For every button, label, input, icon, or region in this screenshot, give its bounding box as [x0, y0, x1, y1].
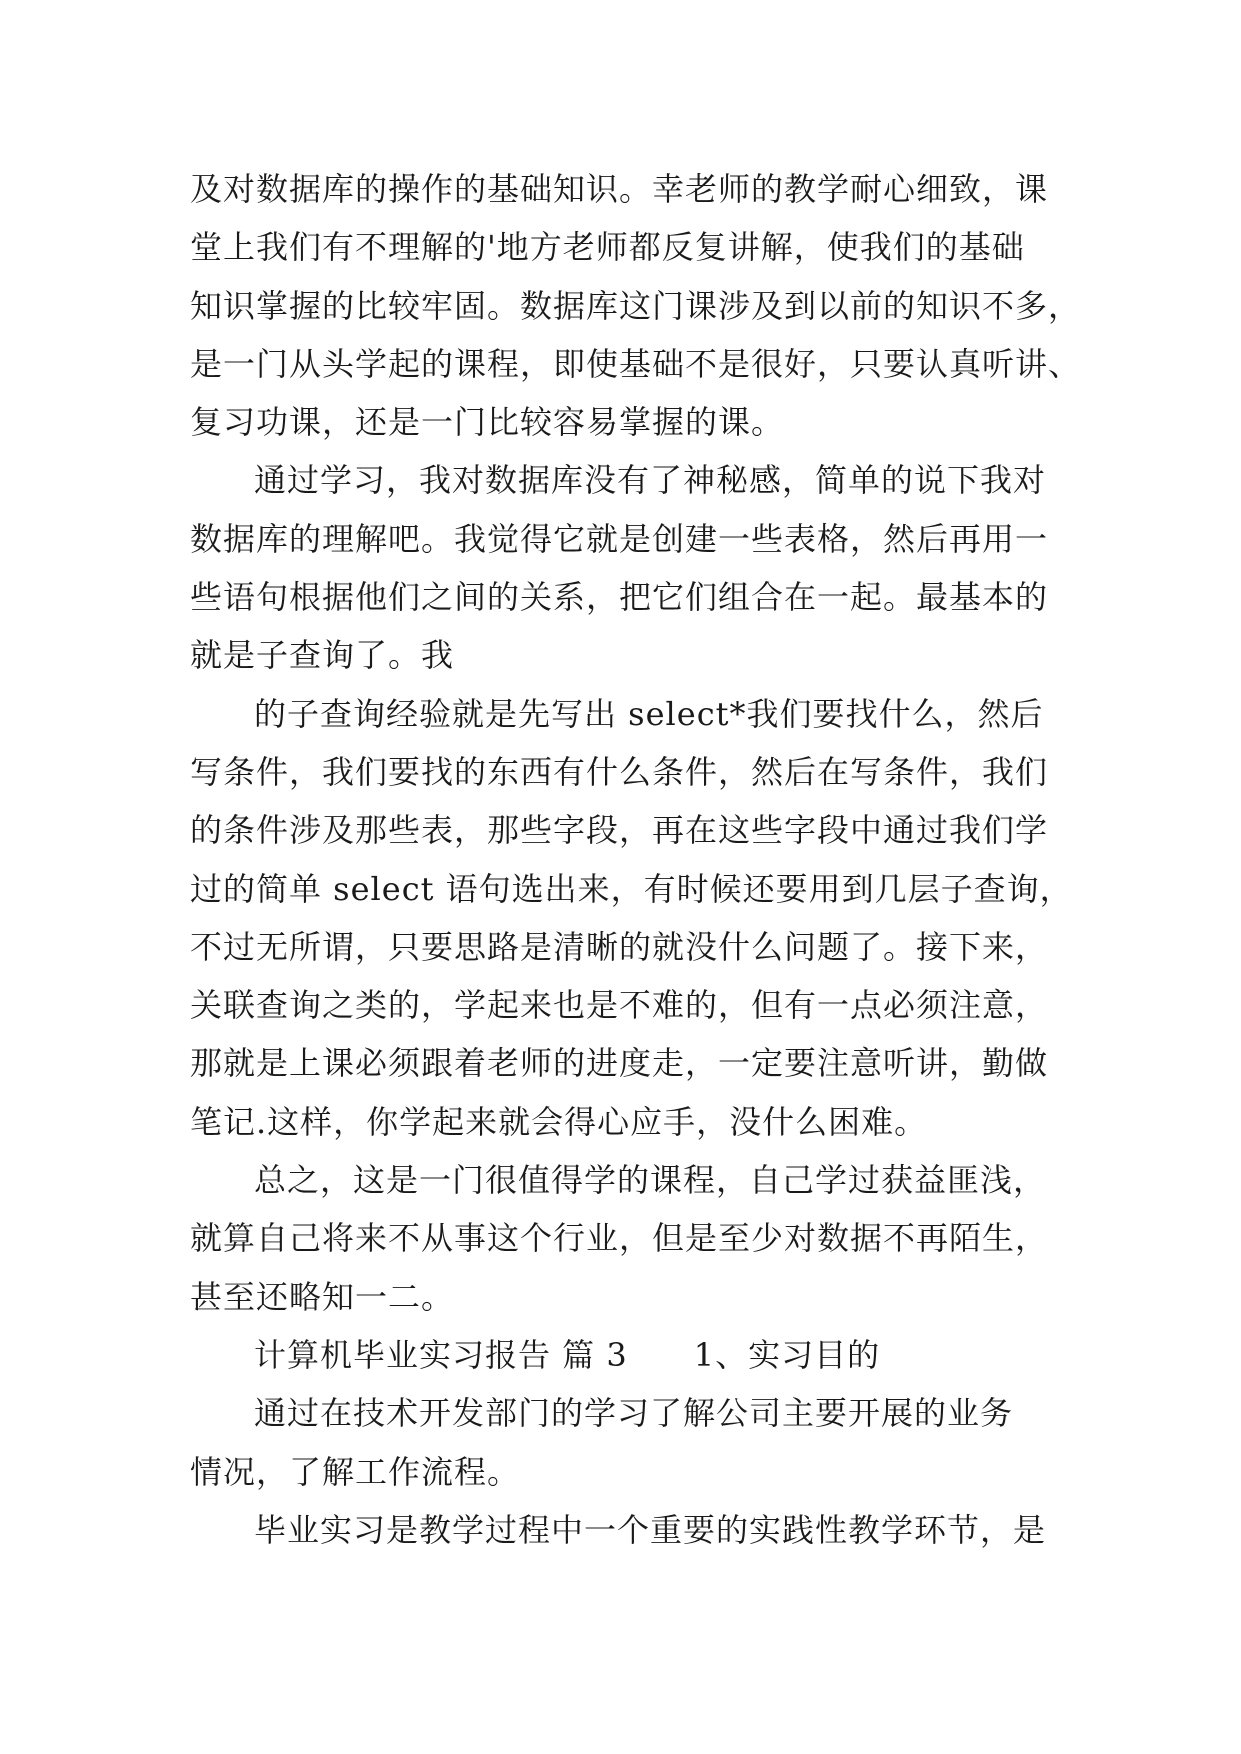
text-line: 的子查询经验就是先写出 select*我们要找什么，然后 — [254, 694, 1044, 733]
text-line: 甚至还略知一二。 — [190, 1277, 455, 1316]
text-line: 就算自己将来不从事这个行业，但是至少对数据不再陌生， — [190, 1219, 1049, 1258]
text-line: 就是子查询了。我 — [190, 636, 455, 675]
text-line: 知识掌握的比较牢固。数据库这门课涉及到以前的知识不多， — [190, 286, 1082, 325]
text-line: 的条件涉及那些表，那些字段，再在这些字段中通过我们学 — [190, 811, 1049, 850]
text-line: 通过学习，我对数据库没有了神秘感，简单的说下我对 — [254, 461, 1047, 500]
text-line: 不过无所谓，只要思路是清晰的就没什么问题了。接下来， — [190, 927, 1049, 966]
text-line: 堂上我们有不理解的'地方老师都反复讲解，使我们的基础 — [190, 228, 1025, 267]
document-body — [190, 160, 1090, 1559]
text-line: 那就是上课必须跟着老师的进度走，一定要注意听讲，勤做 — [190, 1044, 1049, 1083]
text-line: 数据库的理解吧。我觉得它就是创建一些表格，然后再用一 — [190, 519, 1049, 558]
text-line: 总之，这是一门很值得学的课程，自己学过获益匪浅， — [254, 1161, 1047, 1200]
text-line: 毕业实习是教学过程中一个重要的实践性教学环节，是 — [254, 1510, 1047, 1549]
text-line: 过的简单 select 语句选出来，有时候还要用到几层子查询， — [190, 869, 1073, 908]
text-line: 通过在技术开发部门的学习了解公司主要开展的业务 — [254, 1394, 1014, 1433]
text-line: 笔记.这样，你学起来就会得心应手，没什么困难。 — [190, 1102, 928, 1141]
text-line: 写条件，我们要找的东西有什么条件，然后在写条件，我们 — [190, 752, 1049, 791]
text-line: 关联查询之类的，学起来也是不难的，但有一点必须注意， — [190, 986, 1049, 1025]
text-line: 计算机毕业实习报告 篇 3 1、实习目的 — [254, 1335, 881, 1374]
text-line: 情况，了解工作流程。 — [190, 1452, 521, 1491]
text-line: 些语句根据他们之间的关系，把它们组合在一起。最基本的 — [190, 578, 1049, 617]
text-line: 复习功课，还是一门比较容易掌握的课。 — [190, 403, 785, 442]
text-line: 是一门从头学起的课程，即使基础不是很好，只要认真听讲、 — [190, 344, 1082, 383]
text-line: 及对数据库的操作的基础知识。幸老师的教学耐心细致，课 — [190, 170, 1049, 208]
